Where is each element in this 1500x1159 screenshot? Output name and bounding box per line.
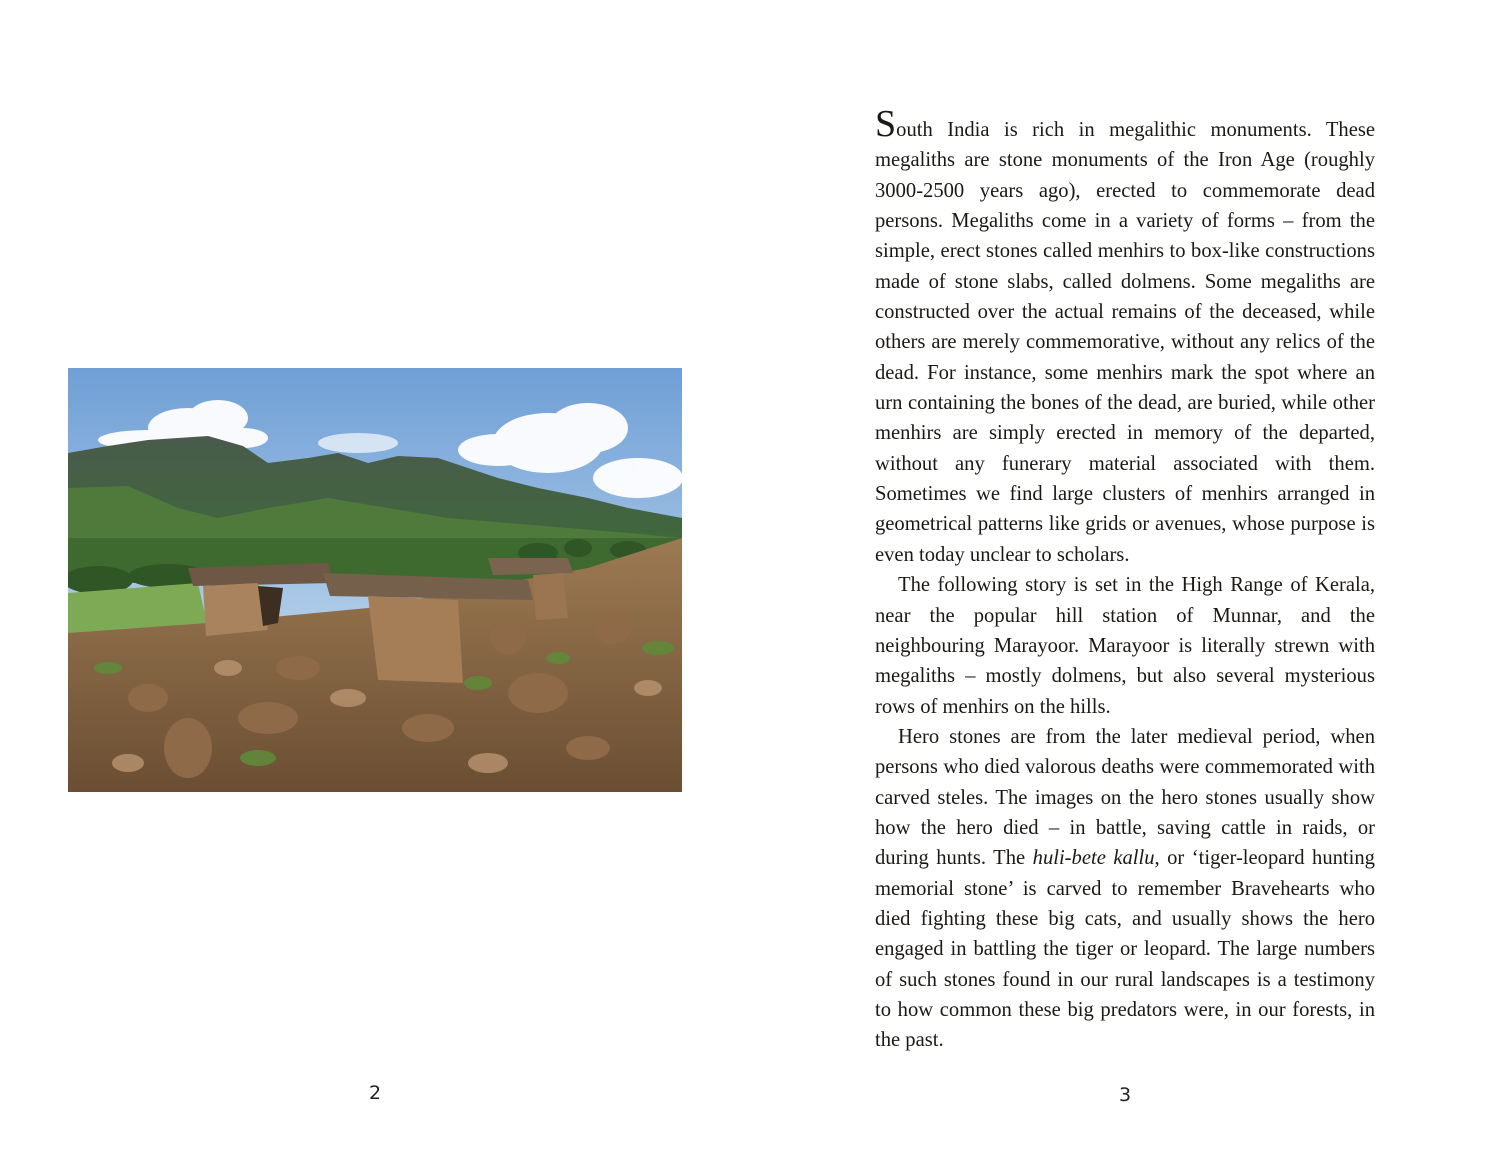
- paragraph-1-text: outh India is rich in megalithic monuments. These megaliths are stone monuments of the Iron Age (roughly 3000-2500 years ago), erected to commemorate dead persons. Megaliths come in a variety of forms – from the simple, erect stones called menhirs to box-like constructions made of stone slabs, called dolmens. Some megaliths are constructed over the actual remains of the deceased, while others are merely commemorative, without any relics of the dead. For instance, some menhirs mark the spot where an urn containing the bones of the dead, are buried, while other menhirs are simply erected in memory of the departed, without any funerary material associated with them. Sometimes we find large clusters of menhirs arranged in geometrical patterns like grids or avenues, whose purpose is even today unclear to scholars.: [875, 119, 1375, 566]
- page-number-left: 2: [368, 1082, 382, 1104]
- dolmen-photo-illustration: [68, 368, 682, 792]
- dolmen-photo: [68, 368, 682, 792]
- paragraph-3-text-after: , or ‘tiger-leopard hunting memorial stone’ is carved to remember Bravehearts who died fighting these big cats, and usually shows the hero engaged in battling the tiger or leopard. The large numbers of such stones found in our rural landscapes is a testimony to how common these big predators were, in our forests, in the past.: [875, 847, 1375, 1052]
- paragraph-3-italic-term: huli-bete kallu: [1032, 847, 1155, 870]
- paragraph-3: [875, 722, 1375, 1056]
- page-number-right: 3: [1118, 1084, 1132, 1106]
- paragraph-3-text-before: Hero stones are from the later medieval period, when persons who died valorous deaths were commemorated with carved steles. The images on the hero stones usually show how the hero died – in battle, saving cattle in raids, or during hunts. The: [875, 725, 1375, 870]
- paragraph-2: The following story is set in the High Range of Kerala, near the popular hill station of Munnar, and the neighbouring Marayoor. Marayoor is literally strewn with megaliths – mostly dolmens, but also several mysterious rows of menhirs on the hills.: [875, 574, 1375, 718]
- body-text: [875, 103, 1375, 1056]
- paragraph-1: [875, 103, 1375, 570]
- drop-cap: S: [875, 103, 897, 145]
